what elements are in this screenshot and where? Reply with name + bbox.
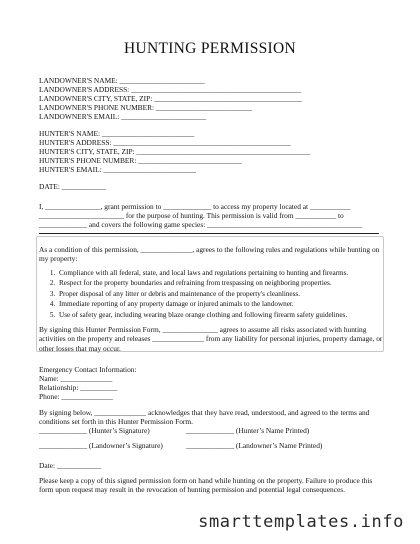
emergency-heading: Emergency Contact Information:	[39, 365, 137, 374]
landowner-city-field: LANDOWNER'S CITY, STATE, ZIP: ________________________________________	[39, 94, 302, 103]
hunter-name-field: HUNTER'S NAME: _________________________	[39, 129, 195, 138]
footer-note: Please keep a copy of this signed permission form on hand while hunting on the property. Failure to produce this form upon request may result in the revocation of hunting permission and potential legal consequences.	[39, 476, 373, 495]
landowner-name-field: LANDOWNER'S NAME: _______________________	[39, 76, 205, 85]
hunter-signature-line: _____________ (Hunter’s Signature)	[39, 426, 150, 435]
rule-item: 2. Respect for the property boundaries and refraining from trespassing on neighboring properties.	[57, 278, 397, 288]
signature-date-field: Date: ____________	[39, 461, 102, 470]
landowner-name-printed-line: _____________ (Landowner’s Name Printed)	[186, 441, 323, 450]
emergency-relationship-field: Relationship: __________	[39, 383, 118, 392]
risk-release-text: By signing this Hunter Permission Form, _______________ agrees to assume all risks associated with hunting activities on the property and releases ______________ from any liability for personal injuries, property damage, or other losses that may occur.	[39, 325, 383, 353]
rule-item: 1. Compliance with all federal, state, and local laws and regulations pertaining to hunting and firearms.	[57, 268, 397, 278]
grant-line-1: I, _______________, grant permission to _____________ to access my property located at ___________	[39, 202, 351, 211]
landowner-signature-line: _____________ (Landowner’s Signature)	[39, 441, 163, 450]
rule-item: 3. Proper disposal of any litter or debris and maintenance of the property's cleanliness.	[57, 289, 397, 299]
landowner-email-field: LANDOWNER'S EMAIL: _______________________	[39, 112, 207, 121]
hunter-name-printed-line: _____________ (Hunter’s Name Printed)	[186, 426, 310, 435]
rule-item: 4. Immediate reporting of any property damage or injured animals to the landowner.	[57, 299, 397, 309]
hunter-phone-field: HUNTER'S PHONE NUMBER: ____________________________	[39, 156, 242, 165]
emergency-name-field: Name: ______________	[39, 374, 113, 383]
hunter-city-field: HUNTER'S CITY, STATE, ZIP: _______________________________________________	[39, 147, 311, 156]
document-title: HUNTING PERMISSION	[123, 40, 297, 57]
grant-line-2: _______________________ for the purpose of hunting. This permission is valid from ___________ to	[39, 211, 344, 220]
hunter-email-field: HUNTER'S EMAIL: _________________________	[39, 165, 196, 174]
grant-line-3: _____________ and covers the following game species: __________________________________________	[39, 220, 363, 229]
rule-item: 5. Use of safety gear, including wearing blaze orange clothing and following firearm safety guidelines.	[57, 310, 397, 320]
watermark-logo: smarttemplates.info	[198, 512, 404, 532]
acknowledgement-text: By signing below, ______________ acknowledges that they have read, understood, and agreed to the terms and conditions set forth in this Hunter Permission Form.	[39, 408, 370, 427]
date-field: DATE: ____________	[39, 182, 107, 191]
landowner-phone-field: LANDOWNER'S PHONE NUMBER: __________________________	[39, 103, 252, 112]
divider	[39, 233, 379, 234]
emergency-phone-field: Phone: ______________	[39, 392, 114, 401]
conditions-intro: As a condition of this permission, ______________, agrees to the following rules and regulations while hunting on my property:	[39, 245, 380, 264]
rules-list	[39, 268, 397, 320]
landowner-address-field: LANDOWNER'S ADDRESS: ______________________________________________	[39, 85, 302, 94]
hunter-address-field: HUNTER'S ADDRESS: ________________________________________________	[39, 138, 291, 147]
